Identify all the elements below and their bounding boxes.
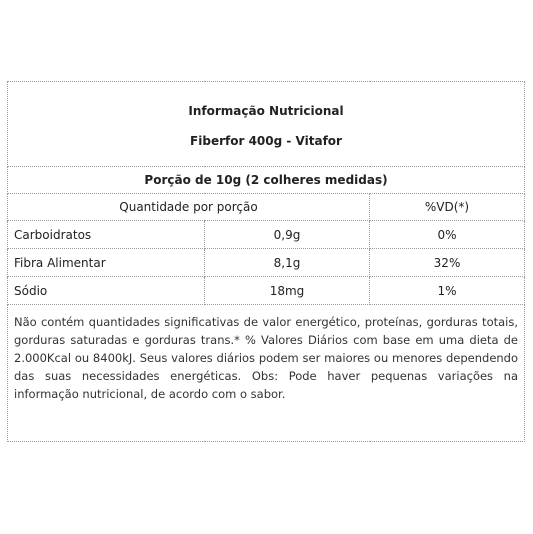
quantity-header: Quantidade por porção [8, 194, 370, 221]
vd-header: %VD(*) [370, 194, 525, 221]
table-title: Informação Nutricional [188, 104, 344, 118]
nutrient-vd: 0% [370, 221, 525, 249]
column-header-row [8, 194, 525, 221]
nutrient-amount: 0,9g [205, 221, 370, 249]
footnote: Não contém quantidades significativas de valor energético, proteínas, gorduras totais, gorduras saturadas e gorduras trans.* % Valores Diários com base em uma dieta de 2.000Kcal ou 8400kJ. Seus valores diários podem ser maiores ou menores dependendo das suas necessidades energéticas. Obs: Pode haver pequenas variações na informação nutricional, de acordo com o sabor. [8, 305, 525, 442]
nutrient-name: Fibra Alimentar [8, 249, 205, 277]
table-row [8, 249, 525, 277]
title-cell [8, 82, 525, 167]
nutrient-name: Sódio [8, 277, 205, 305]
nutrition-facts-table [7, 81, 525, 442]
nutrient-amount: 8,1g [205, 249, 370, 277]
nutrient-vd: 1% [370, 277, 525, 305]
table-row [8, 277, 525, 305]
table-row [8, 221, 525, 249]
nutrient-vd: 32% [370, 249, 525, 277]
product-name: Fiberfor 400g - Vitafor [190, 134, 342, 148]
nutrient-amount: 18mg [205, 277, 370, 305]
nutrient-name: Carboidratos [8, 221, 205, 249]
portion-size: Porção de 10g (2 colheres medidas) [8, 167, 525, 194]
